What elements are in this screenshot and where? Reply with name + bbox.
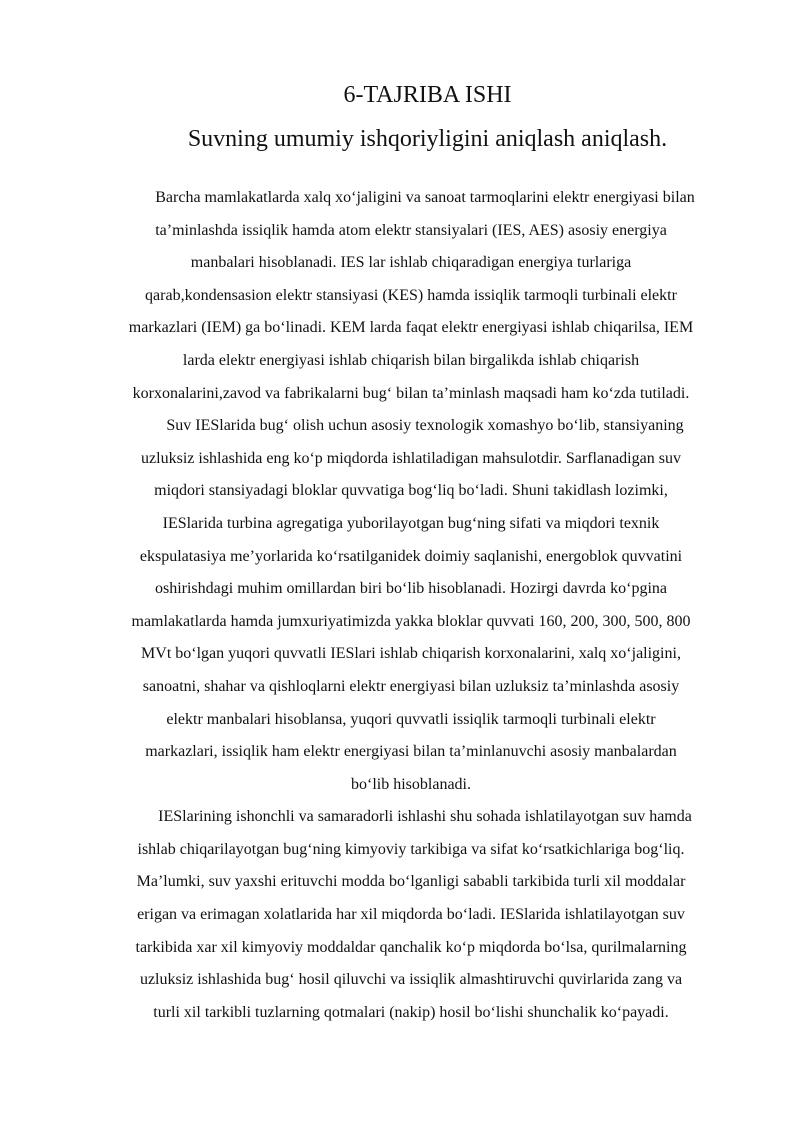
text-line: uzluksiz ishlashida bug‘ hosil qiluvchi va issiqlik almashtiruvchi quvirlarida zang va [139,971,683,989]
text-line: manbalari hisoblanadi. IES lar ishlab chiqaradigan energiya turlariga [190,254,632,272]
text-line: ishlab chiqarilayotgan bug‘ning kimyoviy tarkibiga va sifat ko‘rsatkichlariga bog‘liq. [137,840,685,858]
text-line: bo‘lib hisoblanadi. [351,775,471,793]
text-line: sanoatni, shahar va qishloqlarni elektr energiyasi bilan uzluksiz ta’minlashda asosiy [142,677,680,695]
text-line: miqdori stansiyadagi bloklar quvvatiga bog‘liq bo‘ladi. Shuni takidlash lozimki, [154,482,668,500]
document-title: 6-TAJRIBA ISHI [343,82,512,108]
text-line: qarab,kondensasion elektr stansiyasi (KES) hamda issiqlik tarmoqli turbinali elektr [145,286,677,304]
text-line: IESlarining ishonchli va samaradorli ishlashi shu sohada ishlatilayotgan suv hamda [158,808,692,826]
text-line: IESlarida turbina agregatiga yuborilayotgan bug‘ning sifati va miqdori texnik [162,514,660,532]
text-line: Suv IESlarida bug‘ olish uchun asosiy texnologik xomashyo bo‘lib, stansiyaning [166,417,684,435]
text-line: MVt bo‘lgan yuqori quvvatli IESlari ishlab chiqarish korxonalarini, xalq xo‘jaligini, [141,645,681,663]
text-line: markazlari, issiqlik ham elektr energiyasi bilan ta’minlanuvchi asosiy manbalardan [145,743,677,761]
text-line: oshirishdagi muhim omillardan biri bo‘lib hisoblanadi. Hozirgi davrda ko‘pgina [154,580,668,598]
text-line: tarkibida xar xil kimyoviy moddaldar qanchalik ko‘p miqdorda bo‘lsa, qurilmalarning [135,938,687,956]
text-line: markazlari (IEM) ga bo‘linadi. KEM larda faqat elektr energiyasi ishlab chiqarilsa, IEM [128,319,694,337]
text-line: mamlakatlarda hamda jumxuriyatimizda yakka bloklar quvvati 160, 200, 300, 500, 800 [131,612,691,630]
text-line: ekspulatasiya me’yorlarida ko‘rsatilganidek doimiy saqlanishi, energoblok quvvatini [139,547,683,565]
document-subtitle: Suvning umumiy ishqoriyligini aniqlash aniqlash. [187,126,668,152]
document-body [78,182,744,1029]
text-line: Barcha mamlakatlarda xalq xo‘jaligini va sanoat tarmoqlarini elektr energiyasi bilan [155,189,695,206]
text-line: Ma’lumki, suv yaxshi erituvchi modda bo‘lganligi sababli tarkibida turli xil moddalar [136,873,686,891]
text-line: larda elektr energiyasi ishlab chiqarish bilan birgalikda ishlab chiqarish [182,351,640,369]
text-line: uzluksiz ishlashida eng ko‘p miqdorda ishlatiladigan mahsulotdir. Sarflanadigan suv [141,449,681,467]
text-line: erigan va erimagan xolatlarida har xil miqdorda bo‘ladi. IESlarida ishlatilayotgan suv [137,906,685,924]
text-line: elektr manbalari hisoblansa, yuqori quvvatli issiqlik tarmoqli turbinali elektr [166,710,656,728]
text-line: turli xil tarkibli tuzlarning qotmalari (nakip) hosil bo‘lishi shunchalik ko‘payadi. [153,1003,669,1021]
text-line: korxonalarini,zavod va fabrikalarni bug‘ bilan ta’minlash maqsadi ham ko‘zda tutiladi. [132,384,690,402]
text-line: ta’minlashda issiqlik hamda atom elektr stansiyalari (IES, AES) asosiy energiya [155,221,667,239]
